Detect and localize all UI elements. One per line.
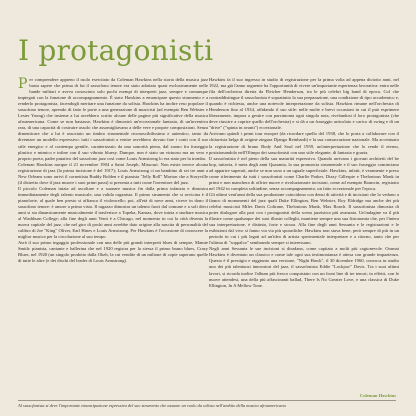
paragraph: Il sassofonista è nel pieno della sua maturità espressiva. Quando arrivano i giovani architetti del be bop, tuttavia, è meta degli anni Quaranta, la sua pronuncia strumentale e il suo fraseggio cominciano ad apparire superati, anche se non sono a un uguale superficiale. Hawkins, infatti, è veramente e preso come riferimento da tutti i sassofonisti come Charlie Parker, Dizzy Gillespie e Thelonious Monk in primi e non manchera di offrire nuove e rivoluzionarie incisioni, come ad esempio Bouncin, registrato nel 1942 in completa solitudine, senza accompagnamento, un fatto eccezionale per l'epoca. [209,155,399,191]
page-title: I protagonisti [18,34,214,67]
paragraph: Negli anni Sessanta le sue incisioni si diradano, come capitato a molti più cagionevole. Oramai Hawkins è diventato un classico e come tale ogni sua testimonianza è attesa con grande impazienza. Questo è il prestigio e raggiunto una versione, "Night Hawk", il 30 dicembre 1960, convoca in studio uno dei più talentuosi innovatori del jazz, il sassofonista Eddie "Lockjaw" Davis. Tra i suoi ultimi lavori, si ricorda inoltre l'album più fresco conquistato con un front line di tre tenori; in effetti, con le nuove attendesi, una della più affascinanti ballad, There Is No Greater Love, e una classica di Duke Ellington, In A Mellow Tone. [209,246,399,288]
paragraph: Gli ultimi vent'anni della sua produzione coincidono con densi di attività e di incisioni che lo vedono a fianco di monumenti del jazz quali Duke Ellington, Ben Webster, Roy Eldridge ma anche dei più celebri musicisti Miles Davis Coltrane, Thelonious Monk, Max Roach. Il sassofonista dimostra di poter dialogare alla pari con i protagonisti della scena jazzistica più avanzata. Un'indagine va il più illustre come qualunque dei suoi illustri colleghi, mantiene sempre una sua fisionomia che, per l'intera sua interpretazione, è distinta, forte e sicura. Alla fine degli anni Sessanta e le registrazioni e le esibizioni dal vivo si fanno via via più sporadiche: Hawkins non stava bene, però sempre di più in un periodo in cui i più legati ad un'idea di artista sperimentale interpretare e a ritorno, tanto che per l'ultima di "soppalco" sembrando sempre si interessano. [209,191,399,246]
caption: Al sassofonista si deve l'importante emancipazione espressiva del suo strumento che assume un ruolo da solista nell'ambito della musica afroamericana [18,403,286,408]
drop-cap: P [18,76,28,92]
paragraph: Arrivano quindi i primi tour europei (da ricordare quello del 1938, che lo porta a collaborare con il chitarrista belga di origine zingara Django Reinhardt) e la sua consacrazione nazionale. Ma accentuato la registrazione di brano Body And Soul nel 1939, un'interpretazione che lo rende il eterno, posizionandolo nell'Olimpo dei sassofonisti con uno stile elegante, di fantasia e grazia. [209,131,399,155]
caption-divider [18,400,396,401]
left-column [18,77,208,264]
paragraph-text: er comprendere appieno il ruolo esercitato da Coleman Hawkins nella storia della musica jazz basta sapere che prima di lui il sassofono tenore era stato adottato quasi esclusivamente nelle bande militari e aveva conosciuto solo pochi esempi di interpreti jazz, sempre e comunque impiegati con la funzione di accompagnamento. È stato Hawkins a emancipare questo strumento e a renderlo protagonista, facendogli meritare una funzione da solista. Hawkins ha inoltre reso popolare il sassofono tenore, aprendo di fatto le porte a una generazione di musicisti (ad esempio Ben Webster e Lester Young) che insieme a lui avrebbero scritto alcune delle pagine più significative della musica afroamericana. Come se non bastasse, Hawkins è dimostrò un'eccezionale fantasia, di un'inventiva rara, di una capacità di costruire assolo che assomigliavano a delle vere e proprie composizioni. Senza dimenticare che a lui è associato un timbro strumentale riconoscibilissimo e autentico, tanto da diventare un modello espressivo: tutti i sassofonisti a venire avrebbero dovuto fare i conti con il suo stile energico e al contempo gentile, caratterizzato da una sonorità piena, dal suono fra fraseggio plastico e mimico e infine con il suo vibrato bluesy. Dunque, non è stato un virtuoso ma un vero e proprio poeta, padre putativo del sassofono jazz così come Louis Armstrong lo era stato per la tromba. [18,77,208,161]
photo-credit: Coleman Hawkins [359,393,396,398]
paragraph: Coleman Hawkins nacque il 21 novembre 1904 a Saint Joseph, Missouri. Non esiste invece alcuna registrazione di jazz (la prima incisione è del 1917); Louis Armstrong ci un bambino di sei tre anni a New Orleans sono arrivi il cornettista Buddy Bolden e il pianista "Jelly Roll" Morton che a Storyville (il distretto dove il jazz muove i suoi primi passi) si presenta a tutti come l'inventore del jazz. [18,161,208,185]
paragraph: Avrà il suo primo ingaggio professionale con una delle più grandi interpreti blues di sempre, Mamie Smith: pianista, cantante e ballerina che nel 1920 registra per la stessa il primo brano blues, Crazy Blues, nel 1920 (un singolo prodotto dalla Okeh, la cui vendite di un milione di copie superano quelle di tutte le altre (e dei dischi del leader di Louis Armstrong). [18,240,208,264]
paragraph [18,77,208,162]
paragraph: Il piccolo Coleman inizia ad ascoltare e a suonare musica fin dalla prima infanzia e dimostra immediatamente degli talento musicale, una valida organista. Il primo strumento che si avvicina è il pianoforte, al quale ben presto si affianca il violoncello; poi, all'età di nove anni, riceve in dono il sassofono tenore: è amore a prima vista. Il ragazzo dimostra un talento fuori dal comune e a soli dieci anni si sta dinamicamente musicalmente il trasferisce a Topeka, Kansas, dove inizia a studiare musica al Washburn College; alla fine degli anni Venti è a Chicago, nel momento in cui la città diventa la nuova capitale del jazz, che nel giro di pochi anni avrebbe dato origine alla nascita di personalità del calibro di Joe "King" Oliver, Earl Hines e Louis Armstrong. Per Hawkins è l'occasione di conoscere la miglior musica per la circolazione al suo tempo. [18,185,208,240]
paragraph: Hawkins fa il suo ingresso in studio di registrazione per la prima volta ad appena diciotto anni, nel 1922, ma già l'anno seguente ha l'opportunità di vivere un'importante esperienza lavorativa: entra nelle fila dell'orchestra diretta da Fletcher Henderson, tra le più celebri big band di epoca. Col che contraddistingue il sassofonista è soprattutto la sua preparazione, una condizione di tipo accademico e, quando è richiesta, anche una notevole interpretazione da solista. Hawkins rimane nell'orchestra di Henderson fino al 1934, affidando il suo stile: nelle molte e brevi occasioni in cui il può esprimere liberamente, impara a gestire con parsimonia ogni singola nota, rivelandosi il loro protagonista (che deve riuscire a coprire quello dell'orchestra) e si dà a un fraseggio articolato e carico di swing e di un "drive" ("spinta in avanti") eccezionale. [209,77,399,131]
right-column [209,77,399,289]
